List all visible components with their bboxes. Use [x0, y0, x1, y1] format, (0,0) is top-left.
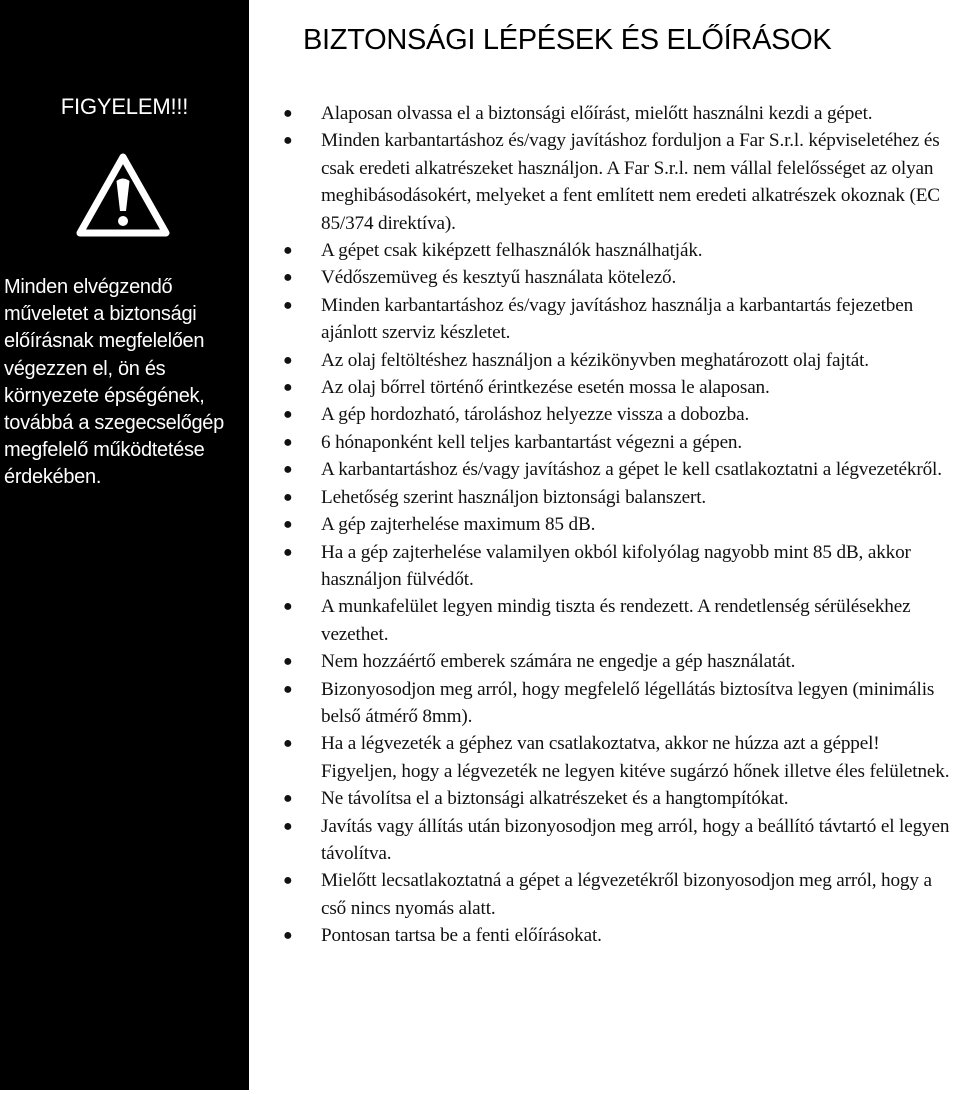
safety-rule-text: Védőszemüveg és kesztyű használata kötelező.: [321, 267, 677, 289]
safety-rule-item: [264, 100, 958, 127]
bullet-icon: ●: [283, 927, 293, 945]
safety-rule-text: A karbantartáshoz és/vagy javításhoz a gépet le kell csatlakoztatni a légvezetékről.: [321, 459, 942, 481]
bullet-icon: ●: [283, 817, 293, 835]
bullet-icon: ●: [283, 735, 293, 753]
safety-rule-text: Bizonyosodjon meg arról, hogy megfelelő légellátás biztosítva legyen (minimális belső átmérő 8mm).: [321, 678, 935, 727]
bullet-icon: ●: [283, 132, 293, 150]
safety-rule-item: [264, 867, 958, 922]
safety-rule-text: Lehetőség szerint használjon biztonsági balanszert.: [321, 486, 707, 508]
safety-rule-item: [264, 374, 958, 401]
bullet-icon: ●: [283, 543, 293, 561]
safety-rules-list: [264, 100, 958, 950]
safety-rule-item: [264, 347, 958, 374]
safety-rule-text: A gépet csak kiképzett felhasználók használhatják.: [321, 240, 703, 262]
bullet-icon: ●: [283, 461, 293, 479]
bullet-icon: ●: [283, 872, 293, 890]
bullet-icon: ●: [283, 296, 293, 314]
safety-rule-item: [264, 484, 958, 511]
safety-rule-item: [264, 292, 958, 347]
bullet-icon: ●: [283, 242, 293, 260]
safety-rule-item: [264, 429, 958, 456]
safety-rule-item: [264, 401, 958, 428]
safety-rule-item: [264, 813, 958, 868]
warning-triangle-icon: [76, 153, 170, 237]
warning-text: Minden elvégzendő műveletet a biztonsági előírásnak megfelelően végezzen el, ön és környezete épségének, továbbá a szegecselőgép megfelelő működtetése érdekében.: [4, 276, 224, 489]
safety-rule-text: Mielőtt lecsatlakoztatná a gépet a légvezetékről bizonyosodjon meg arról, hogy a cső nincs nyomás alatt.: [321, 870, 932, 919]
bullet-icon: ●: [283, 516, 293, 534]
bullet-icon: ●: [283, 433, 293, 451]
safety-rule-text: Ha a légvezeték a géphez van csatlakoztatva, akkor ne húzza azt a géppel! Figyeljen, hogy a légvezeték ne legyen kitéve sugárzó hőnek illetve éles felületnek.: [321, 733, 950, 782]
bullet-icon: ●: [283, 488, 293, 506]
safety-rule-item: [264, 785, 958, 812]
bullet-icon: ●: [283, 598, 293, 616]
safety-rule-text: Az olaj bőrrel történő érintkezése esetén mossa le alaposan.: [321, 377, 770, 399]
warning-heading: FIGYELEM!!!: [60, 94, 189, 119]
safety-rule-text: Ha a gép zajterhelése valamilyen okból kifolyólag nagyobb mint 85 dB, akkor használjon fülvédőt.: [321, 541, 911, 590]
safety-rule-text: Ne távolítsa el a biztonsági alkatrészeket és a hangtompítókat.: [321, 788, 789, 810]
page-title: BIZTONSÁGI LÉPÉSEK ÉS ELŐÍRÁSOK: [303, 24, 832, 56]
safety-rule-text: A gép zajterhelése maximum 85 dB.: [321, 514, 596, 536]
warning-sidebar: [0, 0, 249, 1090]
safety-rule-item: [264, 456, 958, 483]
safety-rule-text: A gép hordozható, tároláshoz helyezze vissza a dobozba.: [321, 404, 750, 426]
safety-rule-item: [264, 676, 958, 731]
bullet-icon: ●: [283, 105, 293, 122]
safety-rule-text: Minden karbantartáshoz és/vagy javításhoz használja a karbantartás fejezetben ajánlott szerviz készletet.: [321, 294, 914, 344]
safety-rule-text: Alaposan olvassa el a biztonsági előírást, mielőtt használni kezdi a gépet.: [321, 103, 873, 124]
safety-rule-item: [264, 264, 958, 291]
safety-rule-text: 6 hónaponként kell teljes karbantartást végezni a gépen.: [321, 431, 743, 453]
safety-rule-text: Minden karbantartáshoz és/vagy javításhoz forduljon a Far S.r.l. képviseletéhez és csak eredeti alkatrészeket használjon. A Far S.r.l. nem vállal felelősséget az olyan meghibásodásokért, melyeket a fent említett nem eredeti alkatrészek okoznak (EC 85/374 direktíva).: [321, 130, 940, 234]
safety-rule-item: [264, 730, 958, 785]
safety-rule-text: A munkafelület legyen mindig tiszta és rendezett. A rendetlenség sérülésekhez vezethet.: [321, 596, 911, 645]
bullet-icon: ●: [283, 680, 293, 698]
bullet-icon: ●: [283, 351, 293, 369]
safety-rule-item: [264, 127, 958, 237]
safety-rule-item: [264, 922, 958, 949]
safety-rule-text: Nem hozzáértő emberek számára ne engedje a gép használatát.: [321, 651, 796, 673]
bullet-icon: ●: [283, 406, 293, 424]
bullet-icon: ●: [283, 269, 293, 287]
bullet-icon: ●: [283, 653, 293, 671]
safety-rule-item: [264, 511, 958, 538]
safety-rule-item: [264, 539, 958, 594]
safety-rule-item: [264, 648, 958, 675]
bullet-icon: ●: [283, 379, 293, 397]
safety-rule-item: [264, 593, 958, 648]
bullet-icon: ●: [283, 790, 293, 808]
safety-rule-text: Az olaj feltöltéshez használjon a kézikönyvben meghatározott olaj fajtát.: [321, 349, 869, 371]
safety-rule-item: [264, 237, 958, 264]
safety-rule-text: Javítás vagy állítás után bizonyosodjon meg arról, hogy a beállító távtartó el legyen távolítva.: [321, 815, 950, 864]
safety-rule-text: Pontosan tartsa be a fenti előírásokat.: [321, 925, 602, 947]
